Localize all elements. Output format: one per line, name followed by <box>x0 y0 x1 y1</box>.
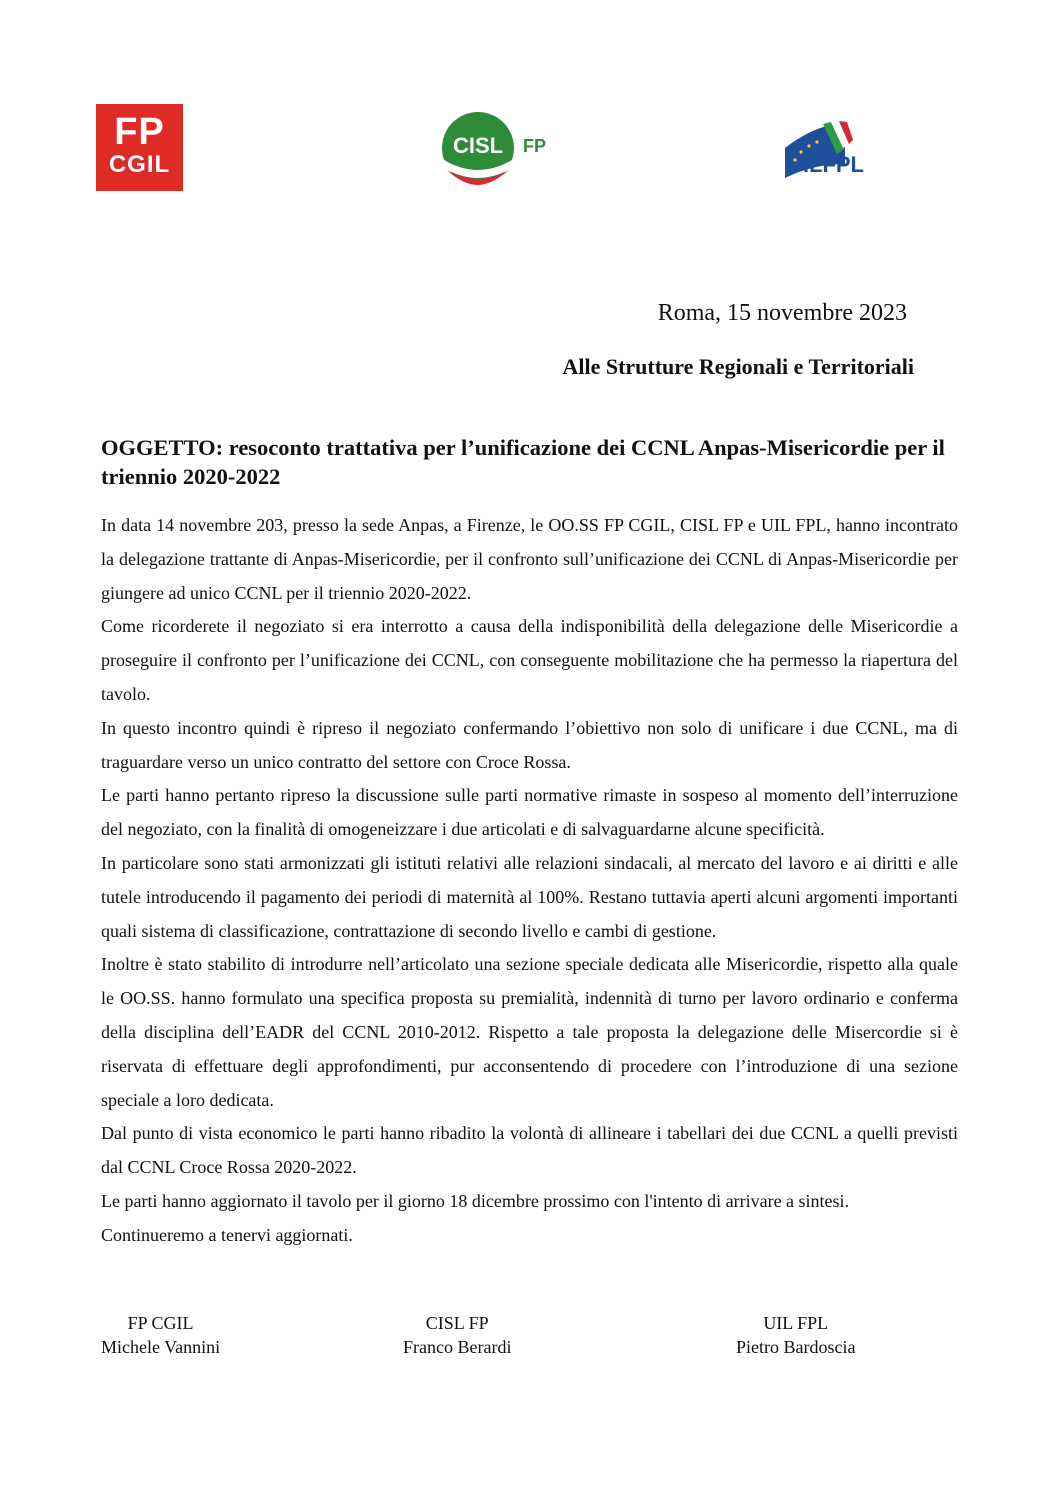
fp-cgil-logo-line2: CGIL <box>108 151 171 178</box>
signature-cisl-fp <box>403 1311 511 1359</box>
body-paragraph: Come ricorderete il negoziato si era interrotto a causa della indisponibilità della delegazione delle Misericordie a proseguire il confronto per l’unificazione dei CCNL, con conseguente mobilitazione che ha permesso la riapertura del tavolo. <box>101 616 958 704</box>
cisl-fp-logo <box>441 108 561 188</box>
body-paragraph: In questo incontro quindi è ripreso il negoziato confermando l’obiettivo non solo di unificare i due CCNL, ma di traguardare verso un unico contratto del settore con Croce Rossa. <box>101 717 958 772</box>
body-paragraph: Dal punto di vista economico le parti hanno ribadito la volontà di allineare i tabellari dei due CCNL a quelli previsti dal CCNL Croce Rossa 2020-2022. <box>101 1123 958 1178</box>
signature-fp-cgil <box>101 1311 220 1359</box>
letter-subject: OGGETTO: resoconto trattativa per l’unificazione dei CCNL Anpas-Misericordie per il triennio 2020-2022 <box>101 435 945 489</box>
cisl-logo-fp-text: FP <box>523 136 547 156</box>
cisl-logo-text: CISL <box>452 133 504 158</box>
body-paragraph: In data 14 novembre 203, presso la sede Anpas, a Firenze, le OO.SS FP CGIL, CISL FP e UIL FPL, hanno incontrato la delegazione trattante di Anpas-Misericordie, per il confronto sull’unificazione dei CCNL di Anpas-Misericordie per giungere ad unico CCNL per il triennio 2020-2022. <box>101 515 958 603</box>
fp-cgil-logo <box>96 104 183 191</box>
letter-date: Roma, 15 novembre 2023 <box>657 300 907 326</box>
signature-org: FP CGIL <box>127 1313 194 1333</box>
fp-cgil-logo-line1: FP <box>114 111 165 153</box>
uil-logo-text: UILFPL <box>787 152 864 177</box>
signature-org: UIL FPL <box>763 1313 829 1333</box>
signature-org: CISL FP <box>425 1313 489 1333</box>
signature-uil-fpl <box>736 1311 855 1359</box>
signature-name: Michele Vannini <box>101 1337 221 1357</box>
uil-fpl-logo <box>783 118 918 198</box>
letter-body <box>101 509 958 1253</box>
body-paragraph: Le parti hanno aggiornato il tavolo per il giorno 18 dicembre prossimo con l'intento di arrivare a sintesi. <box>101 1190 850 1211</box>
body-paragraph: In particolare sono stati armonizzati gli istituti relativi alle relazioni sindacali, al mercato del lavoro e ai diritti e alle tutele introducendo il pagamento dei periodi di maternità al 100%. Restano tuttavia aperti alcuni argomenti importanti quali sistema di classificazione, contrattazione di secondo livello e cambi di gestione. <box>101 852 958 941</box>
body-paragraph: Continueremo a tenervi aggiornati. <box>101 1224 353 1245</box>
signature-name: Franco Berardi <box>403 1337 512 1357</box>
body-paragraph: Inoltre è stato stabilito di introdurre nell’articolato una sezione speciale dedicata alle Misericordie, rispetto alla quale le OO.SS. hanno formulato una specifica proposta su premialità, indennità di turno per lavoro ordinario e conferma della disciplina dell’EADR del CCNL 2010-2012. Rispetto a tale proposta la delegazione delle Misercordie si è riservata di effettuare degli approfondimenti, pur acconsentendo di procedere con l’introduzione di una sezione speciale a loro dedicata. <box>101 954 958 1110</box>
body-paragraph: Le parti hanno pertanto ripreso la discussione sulle parti normative rimaste in sospeso al momento dell’interruzione del negoziato, con la finalità di omogeneizzare i due articolati e di salvaguardarne alcune specificità. <box>101 785 958 840</box>
signature-name: Pietro Bardoscia <box>736 1337 856 1357</box>
letter-recipients: Alle Strutture Regionali e Territoriali <box>562 354 914 379</box>
